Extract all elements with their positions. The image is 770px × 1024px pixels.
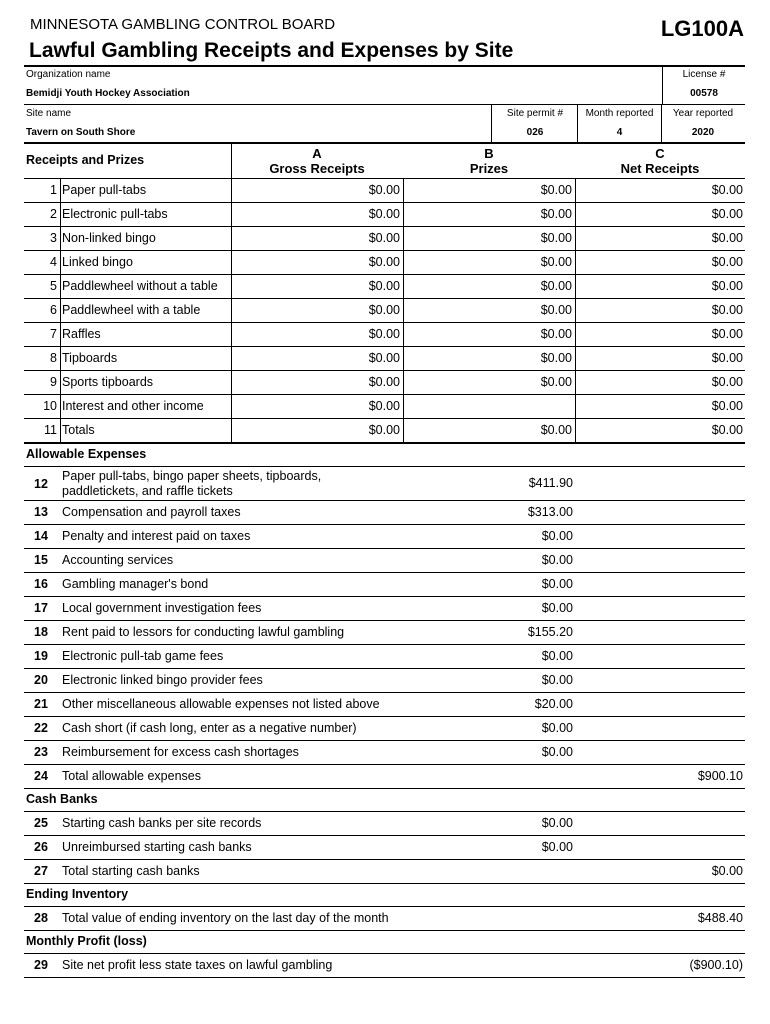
divider [24,692,745,693]
amount-field[interactable]: $20.00 [534,697,573,711]
gross-receipts-field[interactable]: $0.00 [368,207,400,221]
divider [24,977,745,978]
divider [24,346,745,347]
site-name-label: Site name [26,108,72,119]
amount-field[interactable]: $0.00 [541,649,573,663]
col-a-label: Gross Receipts [269,161,365,176]
col-a-letter: A [312,146,322,161]
net-receipts-field[interactable]: $0.00 [711,231,743,245]
gross-receipts-field[interactable]: $0.00 [368,351,400,365]
divider [24,788,745,789]
receipt-line-label: Interest and other income [62,399,204,413]
year-reported-label: Year reported [672,108,734,119]
divider [24,811,745,812]
divider [661,104,662,142]
expense-line-label: Rent paid to lessors for conducting lawful gambling [62,625,345,639]
form-number: LG100A [660,16,744,41]
line-number: 24 [34,769,48,783]
line-number: 21 [34,697,48,711]
gross-receipts-field[interactable]: $0.00 [368,255,400,269]
amount-field[interactable]: $0.00 [541,721,573,735]
amount-field[interactable]: $0.00 [541,529,573,543]
line-number: 25 [34,816,48,830]
amount-field[interactable]: $411.90 [528,476,573,490]
gross-receipts-field[interactable]: $0.00 [368,423,400,437]
amount-field[interactable]: $0.00 [541,745,573,759]
receipt-line-label: Paddlewheel without a table [62,279,218,293]
divider [24,644,745,645]
total-field[interactable]: $488.40 [697,911,743,925]
year-reported-field[interactable]: 2020 [691,127,715,138]
expense-line-label: Electronic linked bingo provider fees [62,673,263,687]
divider [24,764,745,765]
expense-line-label: Local government investigation fees [62,601,262,615]
receipt-line-label: Totals [62,423,95,437]
amount-field[interactable]: $313.00 [527,505,573,519]
cash-banks-section-label: Cash Banks [26,792,98,806]
col-c-letter: C [655,146,665,161]
receipt-line-label: Raffles [62,327,101,341]
divider [24,740,745,741]
line-number: 10 [43,399,57,413]
receipt-line-label: Tipboards [62,351,118,365]
expense-line-label: Electronic pull-tab game fees [62,649,224,663]
divider [24,418,745,419]
line-number: 9 [50,375,57,389]
line-number: 7 [50,327,57,341]
receipts-section-label: Receipts and Prizes [26,153,145,167]
line-number: 3 [50,231,57,245]
col-c-header [576,146,744,176]
divider [24,930,745,931]
divider [24,572,745,573]
prizes-field[interactable]: $0.00 [540,207,572,221]
line-number: 20 [34,673,48,687]
line-number: 22 [34,721,48,735]
line-number: 17 [34,601,48,615]
prizes-field[interactable]: $0.00 [540,423,572,437]
expense-line-label: Total allowable expenses [62,769,201,783]
line-number: 19 [34,649,48,663]
gross-receipts-field[interactable]: $0.00 [368,279,400,293]
divider [24,953,745,954]
divider [24,370,745,371]
gross-receipts-field[interactable]: $0.00 [368,183,400,197]
prizes-field[interactable]: $0.00 [540,351,572,365]
line-number: 29 [34,958,48,972]
line-number: 12 [34,477,48,491]
gross-receipts-field[interactable]: $0.00 [368,327,400,341]
divider [24,548,745,549]
receipt-line-label: Paddlewheel with a table [62,303,201,317]
gross-receipts-field[interactable]: $0.00 [368,399,400,413]
divider [24,500,745,501]
line-number: 13 [34,505,48,519]
col-b-letter: B [484,146,494,161]
org-name-field[interactable]: Bemidji Youth Hockey Association [26,88,190,99]
site-name-field[interactable]: Tavern on South Shore [26,127,136,138]
expense-line-label: Starting cash banks per site records [62,816,262,830]
receipt-line-label: Electronic pull-tabs [62,207,168,221]
line-number: 6 [50,303,57,317]
expense-line-label: Total starting cash banks [62,864,200,878]
expense-line-label: Site net profit less state taxes on lawful gambling [62,958,333,972]
month-reported-label: Month reported [585,108,654,119]
divider [24,596,745,597]
expense-line-label-continued: paddletickets, and raffle tickets [62,484,233,498]
receipt-line-label: Non-linked bingo [62,231,156,245]
expense-line-label: Reimbursement for excess cash shortages [62,745,299,759]
line-number: 14 [34,529,48,543]
expense-line-label: Total value of ending inventory on the last day of the month [62,911,389,925]
divider [24,298,745,299]
expense-line-label: Compensation and payroll taxes [62,505,241,519]
divider [24,202,745,203]
divider [24,322,745,323]
receipt-line-label: Linked bingo [62,255,133,269]
divider [24,250,745,251]
net-receipts-field[interactable]: $0.00 [711,279,743,293]
line-number: 26 [34,840,48,854]
total-field[interactable]: ($900.10) [689,958,743,972]
divider [491,104,492,142]
divider [24,274,745,275]
line-number: 18 [34,625,48,639]
expense-line-label: Unreimbursed starting cash banks [62,840,252,854]
prizes-field[interactable]: $0.00 [540,183,572,197]
divider [577,104,578,142]
monthly-profit-section-label: Monthly Profit (loss) [26,934,147,948]
prizes-field[interactable]: $0.00 [540,255,572,269]
prizes-field[interactable]: $0.00 [540,231,572,245]
org-name-label: Organization name [26,69,111,80]
receipt-line-label: Sports tipboards [62,375,154,389]
amount-field[interactable]: $155.20 [527,625,573,639]
amount-field[interactable]: $0.00 [541,840,573,854]
line-number: 1 [50,183,57,197]
net-receipts-field[interactable]: $0.00 [711,327,743,341]
amount-field[interactable]: $0.00 [541,673,573,687]
site-permit-label: Site permit # [506,108,564,119]
divider [24,524,745,525]
net-receipts-field[interactable]: $0.00 [711,183,743,197]
line-number: 16 [34,577,48,591]
col-b-label: Prizes [469,161,509,176]
divider [24,906,745,907]
divider [24,716,745,717]
line-number: 5 [50,279,57,293]
site-permit-field[interactable]: 026 [526,127,544,138]
expense-line-label: Other miscellaneous allowable expenses not listed above [62,697,380,711]
gross-receipts-field[interactable]: $0.00 [368,231,400,245]
amount-field[interactable]: $0.00 [541,816,573,830]
line-number: 23 [34,745,48,759]
line-number: 27 [34,864,48,878]
divider [60,178,61,442]
divider [24,178,745,179]
divider [24,442,745,444]
line-number: 11 [44,423,57,437]
line-number: 2 [50,207,57,221]
divider [24,226,745,227]
net-receipts-field[interactable]: $0.00 [711,207,743,221]
total-field[interactable]: $900.10 [697,769,743,783]
expense-line-label: Cash short (if cash long, enter as a negative number) [62,721,357,735]
net-receipts-field[interactable]: $0.00 [711,375,743,389]
form-title: Lawful Gambling Receipts and Expenses by Site [29,39,514,62]
line-number: 8 [50,351,57,365]
ending-inventory-section-label: Ending Inventory [26,887,129,901]
col-c-label: Net Receipts [620,161,700,176]
divider [24,883,745,884]
amount-field[interactable]: $0.00 [541,553,573,567]
line-number: 28 [34,911,48,925]
divider [24,394,745,395]
expense-line-label: Paper pull-tabs, bingo paper sheets, tipboards, [62,469,322,483]
agency-name: MINNESOTA GAMBLING CONTROL BOARD [30,16,336,33]
net-receipts-field[interactable]: $0.00 [711,399,743,413]
receipt-line-label: Paper pull-tabs [62,183,147,197]
divider [24,620,745,621]
prizes-field[interactable]: $0.00 [540,303,572,317]
prizes-field[interactable]: $0.00 [540,327,572,341]
divider [24,835,745,836]
expense-line-label: Penalty and interest paid on taxes [62,529,251,543]
divider [24,668,745,669]
expense-line-label: Gambling manager's bond [62,577,209,591]
month-reported-field[interactable]: 4 [616,127,623,138]
net-receipts-field[interactable]: $0.00 [711,255,743,269]
allowable-expenses-section-label: Allowable Expenses [26,447,147,461]
license-field[interactable]: 00578 [690,88,718,99]
line-number: 15 [34,553,48,567]
line-number: 4 [50,255,57,269]
prizes-field[interactable]: $0.00 [540,375,572,389]
expense-line-label: Accounting services [62,553,174,567]
divider [24,65,745,67]
divider [662,66,663,104]
net-receipts-field[interactable]: $0.00 [711,351,743,365]
divider [24,142,745,144]
prizes-field[interactable]: $0.00 [540,279,572,293]
gross-receipts-field[interactable]: $0.00 [368,303,400,317]
divider [24,104,745,105]
total-field[interactable]: $0.00 [711,864,743,878]
gross-receipts-field[interactable]: $0.00 [368,375,400,389]
col-b-header [404,146,574,176]
net-receipts-field[interactable]: $0.00 [711,303,743,317]
license-label: License # [682,69,726,80]
col-a-header [232,146,402,176]
divider [24,859,745,860]
amount-field[interactable]: $0.00 [541,577,573,591]
net-receipts-field[interactable]: $0.00 [711,423,743,437]
divider [24,466,745,467]
amount-field[interactable]: $0.00 [541,601,573,615]
